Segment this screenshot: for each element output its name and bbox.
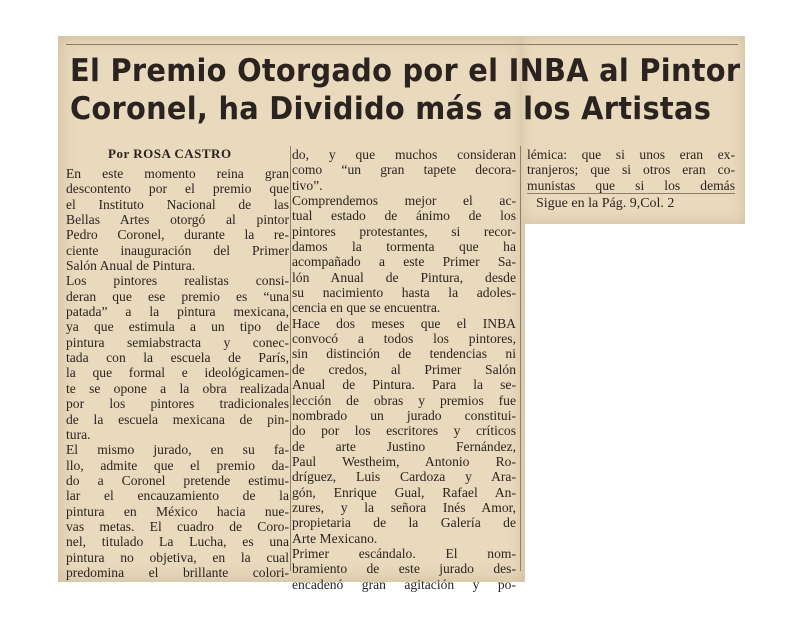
text-line: pintura en México hacia nue- [66, 503, 289, 519]
text-line: ciente inauguración del Primer [66, 242, 289, 258]
text-line: deran que ese premio es “una [66, 288, 289, 304]
text-line: convocó a todos los pintores, [292, 331, 516, 347]
column-divider-2 [520, 146, 521, 571]
text-line: propietaria de la Galería de [292, 515, 516, 531]
text-line: pintura semiabstracta y conec- [66, 334, 289, 350]
text-line: por los pintores tradicionales [66, 396, 289, 412]
headline-line-2: Coronel, ha Dividido más a los Artistas [70, 91, 712, 127]
text-line: lección de obras y premios fue [292, 392, 516, 408]
text-line: Hace dos meses que el INBA [292, 315, 516, 331]
text-line: ya que estimula a un tipo de [66, 319, 289, 335]
text-line: te se opone a la obra realizada [66, 380, 289, 396]
text-line: vas metas. El cuadro de Coro- [66, 518, 289, 534]
text-line: tivo”. [292, 177, 323, 193]
text-line: El mismo jurado, en su fa- [66, 442, 289, 458]
text-line: Paul Westheim, Antonio Ro- [292, 453, 516, 469]
text-line: patada” a la pintura mexicana, [66, 304, 289, 320]
text-line: la que formal e ideológicamen- [66, 365, 289, 381]
text-line: do, y que muchos consideran [292, 147, 516, 162]
text-line: nel, titulado La Lucha, es una [66, 534, 289, 550]
text-line: nombrado un jurado constitui- [292, 407, 516, 423]
text-line: cencia en que se encuentra. [292, 300, 441, 316]
text-line: Anual de Pintura. Para la se- [292, 377, 516, 393]
text-line: munistas que si los demás [527, 177, 735, 193]
text-line: como “un gran tapete decora- [292, 162, 516, 178]
text-line: de la escuela mexicana de pin- [66, 411, 289, 427]
text-line: damos la tormenta que ha [292, 239, 516, 255]
text-line: tura. [66, 426, 91, 442]
byline: Por ROSA CASTRO [108, 146, 232, 161]
text-line: tual estado de ánimo de los [292, 208, 516, 224]
text-line: do por los escritores y críticos [292, 423, 516, 439]
text-line: zures, y la señora Inés Amor, [292, 499, 516, 515]
text-line: Bellas Artes otorgó al pintor [66, 212, 289, 228]
headline-line-1: El Premio Otorgado por el INBA al Pintor [70, 53, 741, 89]
text-line: tada con la escuela de París, [66, 350, 289, 366]
article-column-1 [66, 166, 289, 580]
article-column-2 [292, 147, 516, 592]
text-line: lón Anual de Pintura, desde [292, 269, 516, 285]
text-line: pintores protestantes, si recor- [292, 223, 516, 239]
text-line: Pedro Coronel, durante la re- [66, 227, 289, 243]
text-line: acompañado a este Primer Sa- [292, 254, 516, 270]
headline [70, 52, 741, 128]
text-line: Salón Anual de Pintura. [66, 258, 196, 274]
continuation-note: Sigue en la Pág. 9,Col. 2 [536, 196, 675, 211]
text-line: el Instituto Nacional de las [66, 196, 289, 212]
text-line: Primer escándalo. El nom- [292, 545, 516, 561]
text-line: tranjeros; que si otros eran co- [527, 162, 735, 178]
text-line: sin distinción de tendencias ni [292, 346, 516, 362]
article-column-3 [527, 147, 735, 193]
text-line: predomina el brillante colori- [66, 564, 289, 580]
text-line: de arte Justino Fernández, [292, 438, 516, 454]
top-rule [66, 44, 738, 45]
text-line: pintura no objetiva, en la cual [66, 549, 289, 565]
text-line: Los pintores realistas consi- [66, 273, 289, 289]
text-line: bramiento de este jurado des- [292, 561, 516, 577]
continuation-rule [527, 193, 735, 194]
text-line: encadenó gran agitación y po- [292, 576, 516, 592]
column-divider-1 [290, 146, 291, 571]
text-line: do a Coronel pretende estimu- [66, 472, 289, 488]
text-line: Comprendemos mejor el ac- [292, 193, 516, 209]
text-line: llo, admite que el premio da- [66, 457, 289, 473]
text-line: su nacimiento hasta la adoles- [292, 285, 516, 301]
text-line: dríguez, Luis Cardoza y Ara- [292, 469, 516, 485]
text-line: En este momento reina gran [66, 166, 289, 181]
text-line: Arte Mexicano. [292, 530, 378, 546]
text-line: descontento por el premio que [66, 181, 289, 197]
text-line: de credos, al Primer Salón [292, 361, 516, 377]
text-line: lémica: que si unos eran ex- [527, 147, 735, 162]
text-line: lar el encauzamiento de la [66, 488, 289, 504]
text-line: gón, Enrique Gual, Rafael An- [292, 484, 516, 500]
